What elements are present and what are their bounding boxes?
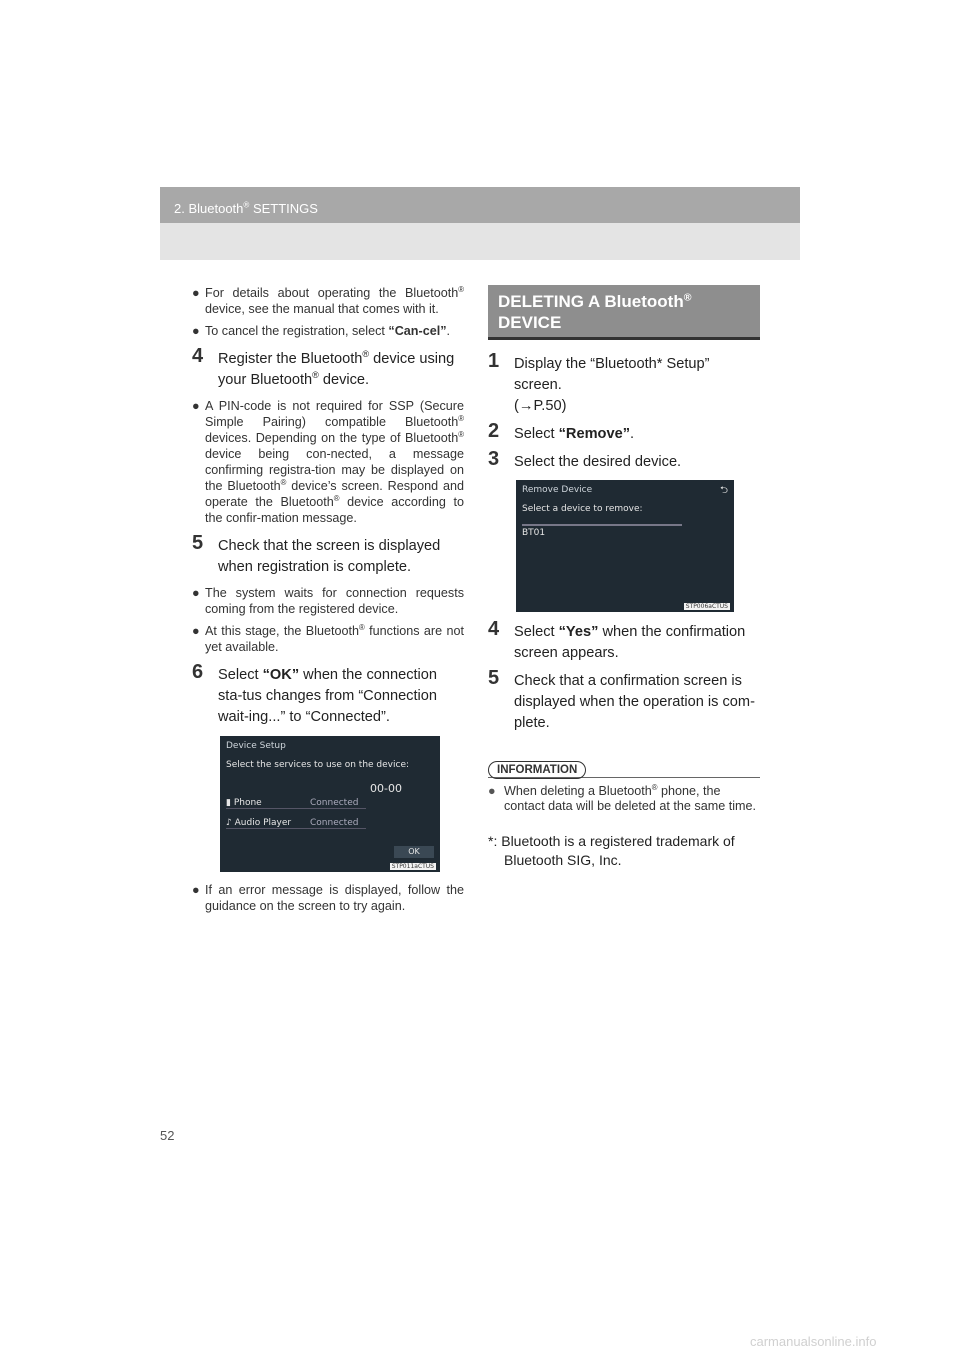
right-column [488, 285, 760, 870]
header-subbar [160, 223, 800, 260]
step-5: 5 Check that the screen is displayed when registration is complete. [192, 532, 441, 575]
screen-title: Device Setup [226, 741, 286, 751]
device-list-item[interactable]: BT01 [522, 524, 682, 538]
bullet-item: ● A PIN-code is not required for SSP (Secure Simple Pairing) compatible Bluetooth® devices. Depending on the type of Bluetooth® device being con-nected, a message confirming registra-tion may be displayed on the Bluetooth® device’s screen. Respond and operate the Bluetooth® device according to the confir-mation message. [192, 399, 465, 525]
bullet-item: ● At this stage, the Bluetooth® functions are not yet available. [192, 622, 464, 654]
music-note-icon: ♪ [226, 818, 232, 828]
step-1: 1 Display the “Bluetooth* Setup” screen. (→P.50) [488, 350, 710, 414]
footnote: *: Bluetooth is a registered trademark of Bluetooth SIG, Inc. [488, 833, 735, 868]
screen-code: 00-00 [370, 782, 402, 795]
left-column [192, 285, 464, 920]
device-setup-screenshot [220, 736, 440, 872]
bullet-item: ● For details about operating the Bluetooth® device, see the manual that comes with it. [192, 284, 464, 316]
back-icon[interactable]: ⮌ [719, 485, 728, 496]
info-item: ● When deleting a Bluetooth® phone, the contact data will be deleted at the same time. [488, 782, 757, 813]
step-3: 3 Select the desired device. [488, 448, 682, 470]
step-2: 2 Select “Remove”. [488, 420, 635, 442]
step-5: 5 Check that a confirmation screen is displayed when the operation is com-plete. [488, 667, 755, 731]
header-bar [160, 187, 800, 223]
page-number: 52 [160, 1128, 175, 1143]
screen-title: Remove Device [522, 485, 593, 495]
section-title: 2. Bluetooth® SETTINGS [174, 200, 318, 216]
phone-icon: ▮ [226, 798, 231, 808]
service-row-phone: ▮ Phone Connected [226, 798, 366, 809]
section-heading: DELETING A Bluetooth® DEVICE [488, 285, 760, 340]
bullet-item: ● If an error message is displayed, follow the guidance on the screen to try again. [192, 883, 464, 913]
image-id: STP006aCTUS [685, 603, 728, 610]
step-4: 4 Register the Bluetooth® device using your Bluetooth® device. [192, 345, 455, 388]
service-row-audio: ♪ Audio Player Connected [226, 818, 366, 829]
ok-button[interactable]: OK [394, 846, 434, 858]
watermark: carmanualsonline.info [750, 1334, 877, 1349]
remove-device-screenshot [516, 480, 734, 612]
step-6: 6 Select “OK” when the connection sta-tus changes from “Connection wait-ing...” to “Connected”. [192, 661, 438, 725]
information-badge: INFORMATION [488, 761, 586, 779]
bullet-item: ● To cancel the registration, select “Can-cel”. [192, 324, 450, 338]
screen-prompt: Select the services to use on the device: [226, 760, 410, 770]
image-id: STP011aCTUS [391, 863, 434, 870]
bullet-item: ● The system waits for connection requests coming from the registered device. [192, 586, 464, 616]
screen-prompt: Select a device to remove: [522, 504, 643, 514]
step-4: 4 Select “Yes” when the confirmation screen appears. [488, 618, 746, 661]
